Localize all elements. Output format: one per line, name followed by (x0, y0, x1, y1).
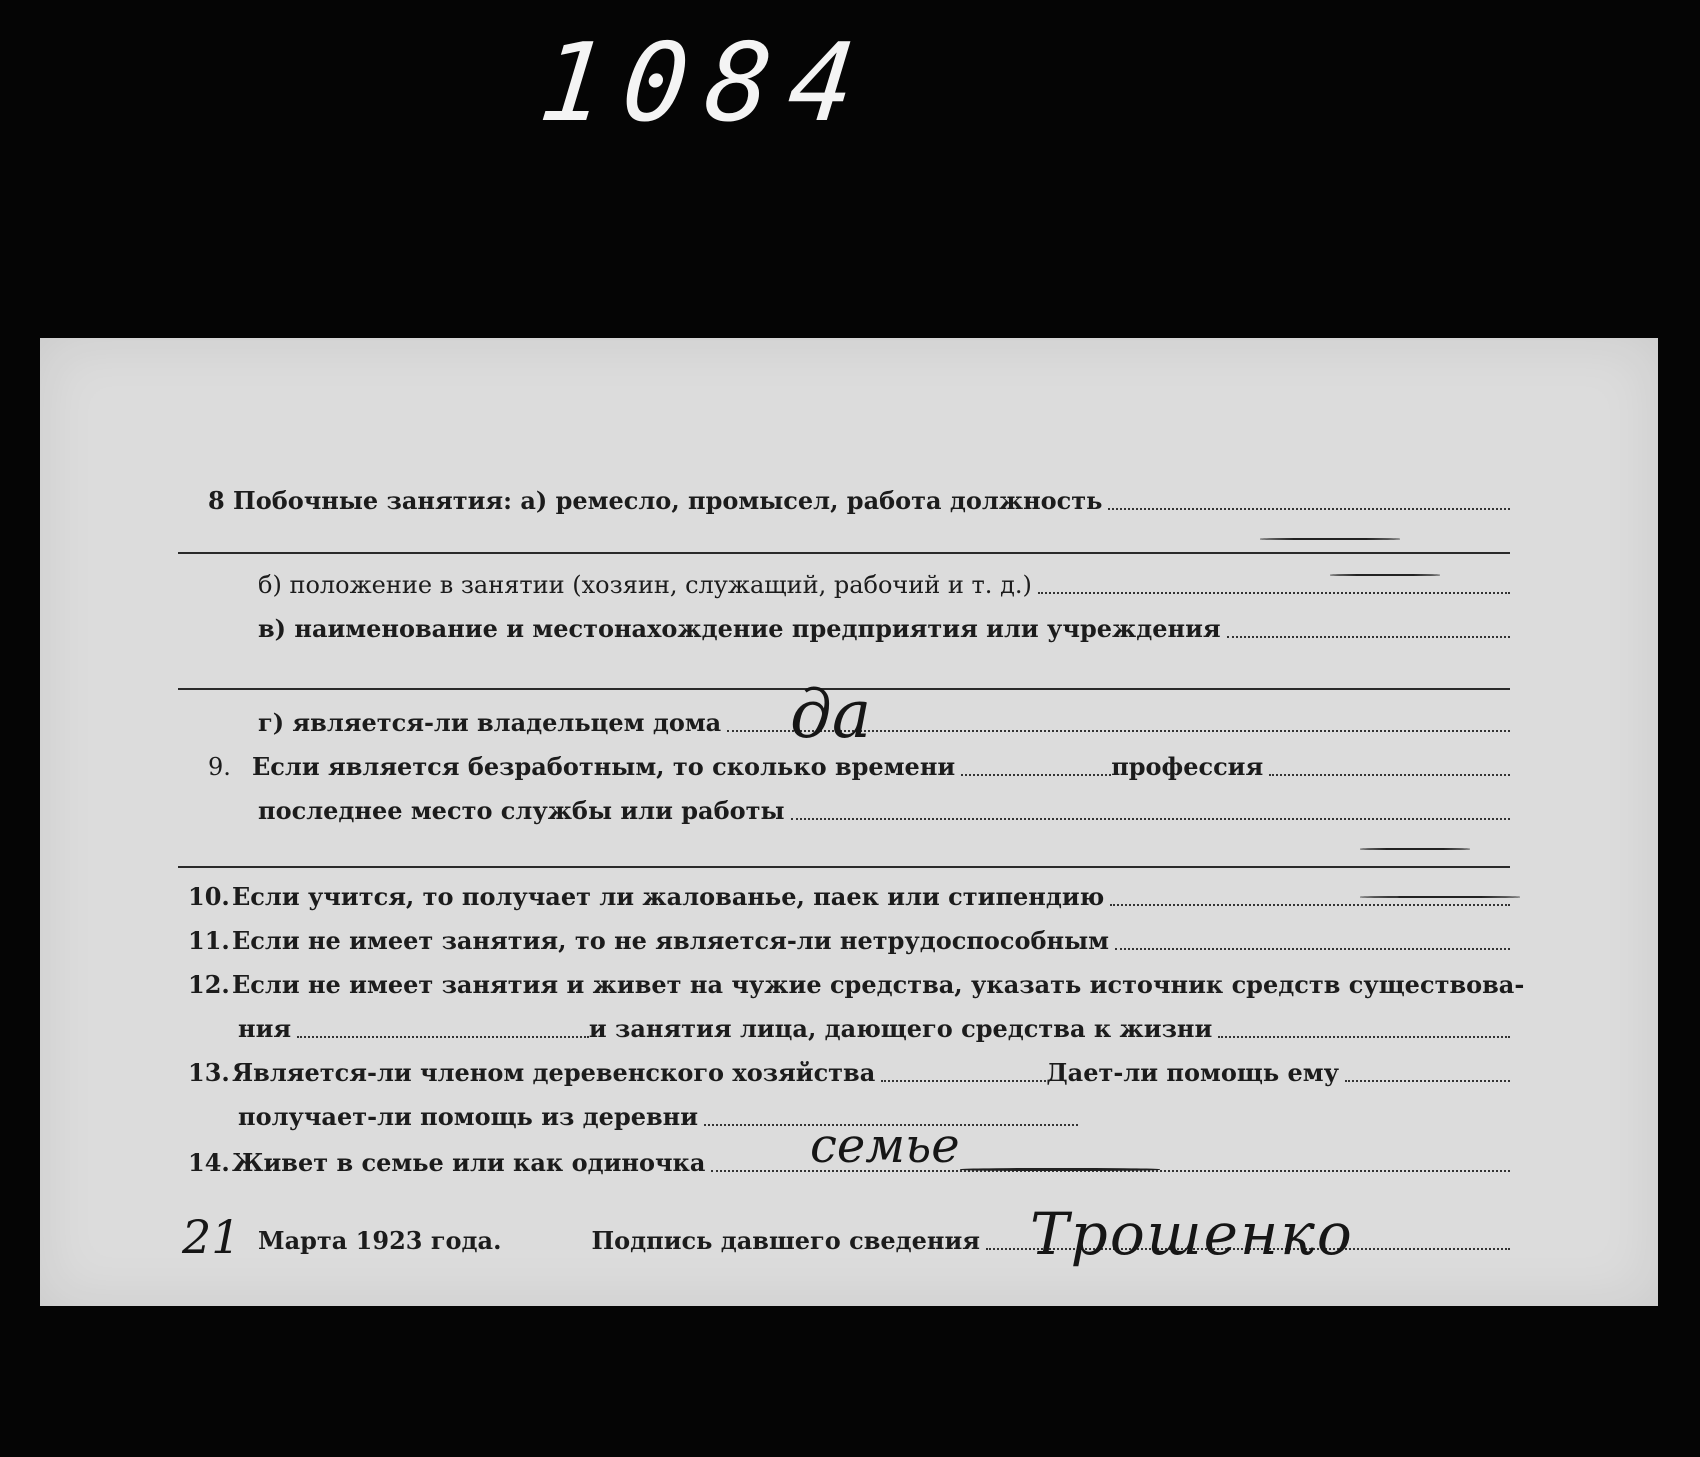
q11-number: 11. (188, 926, 230, 955)
family-answer: семье (810, 1118, 960, 1174)
q9-profession-label: профессия (1111, 752, 1264, 781)
q12-source-fill (297, 1035, 589, 1038)
signature-label: Подпись давшего сведения (591, 1226, 981, 1255)
signature: Трошенко (1030, 1200, 1354, 1268)
q8-label: 8 Побочные занятия: а) ремесло, промысел, работа должность (208, 486, 1103, 515)
q13-row (188, 1058, 1510, 1088)
q11-row (188, 926, 1510, 956)
q8v-row (258, 614, 1510, 644)
q13-label: Является-ли членом деревенского хозяйства (232, 1058, 876, 1087)
q8v-label: в) наименование и местонахождение предприятия или учреждения (258, 614, 1221, 643)
q8-row (208, 486, 1510, 516)
q11-label: Если не имеет занятия, то не является-ли нетрудоспособным (232, 926, 1110, 955)
q12-person-fill (1218, 1035, 1510, 1038)
family-answer-stroke (960, 1168, 1160, 1171)
dash-mark (1330, 574, 1440, 576)
q13-help-fill (1345, 1079, 1510, 1082)
dash-mark (1260, 538, 1400, 540)
q8b-fill-line (1038, 591, 1510, 594)
q8-fill-line (1108, 507, 1510, 510)
q14-number: 14. (188, 1148, 230, 1177)
q8b-label: б) положение в занятии (хозяин, служащий, рабочий и т. д.) (258, 571, 1032, 599)
q12-label: Если не имеет занятия и живет на чужие средства, указать источник средств существова- (232, 970, 1525, 999)
q8b-row (258, 570, 1510, 600)
q9-label: Если является безработным, то сколько времени (252, 752, 956, 781)
q14-label: Живет в семье или как одиночка (232, 1148, 706, 1177)
census-form-card (40, 338, 1658, 1306)
q9-last-fill (791, 817, 1510, 820)
frame-number: 1084 (533, 21, 879, 146)
q9-row (208, 752, 1510, 782)
date-label: Марта 1923 года. (258, 1226, 502, 1255)
q10-number: 10. (188, 882, 230, 911)
q12-cont-row (238, 1014, 1510, 1044)
q8-rule (178, 552, 1510, 554)
q10-fill (1110, 903, 1510, 906)
q8v-fill-line (1227, 635, 1510, 638)
dash-mark (1360, 848, 1470, 850)
q13-member-fill (881, 1079, 1046, 1082)
q9-last-row (258, 796, 1510, 826)
q12-cont-label: ния (238, 1014, 292, 1043)
q12-number: 12. (188, 970, 230, 999)
q9-profession-fill (1269, 773, 1510, 776)
dash-mark (1360, 896, 1520, 898)
q9-time-fill (961, 773, 1111, 776)
q12-row (188, 970, 1525, 1000)
q8g-row (258, 708, 1510, 738)
q10-label: Если учится, то получает ли жалованье, паек или стипендию (232, 882, 1105, 911)
q13-number: 13. (188, 1058, 230, 1087)
q13-receive-label: получает-ли помощь из деревни (238, 1102, 699, 1131)
date-day: 21 (182, 1210, 241, 1264)
q9-rule (178, 866, 1510, 868)
q9-last-label: последнее место службы или работы (258, 796, 785, 825)
q9-number: 9. (208, 753, 231, 781)
q13-help-label: Дает-ли помощь ему (1046, 1058, 1339, 1087)
q12-cont2-label: и занятия лица, дающего средства к жизни (588, 1014, 1213, 1043)
house-owner-answer: да (790, 676, 872, 753)
q10-row (188, 882, 1510, 912)
q11-fill (1115, 947, 1510, 950)
q8g-label: г) является-ли владельцем дома (258, 708, 722, 737)
